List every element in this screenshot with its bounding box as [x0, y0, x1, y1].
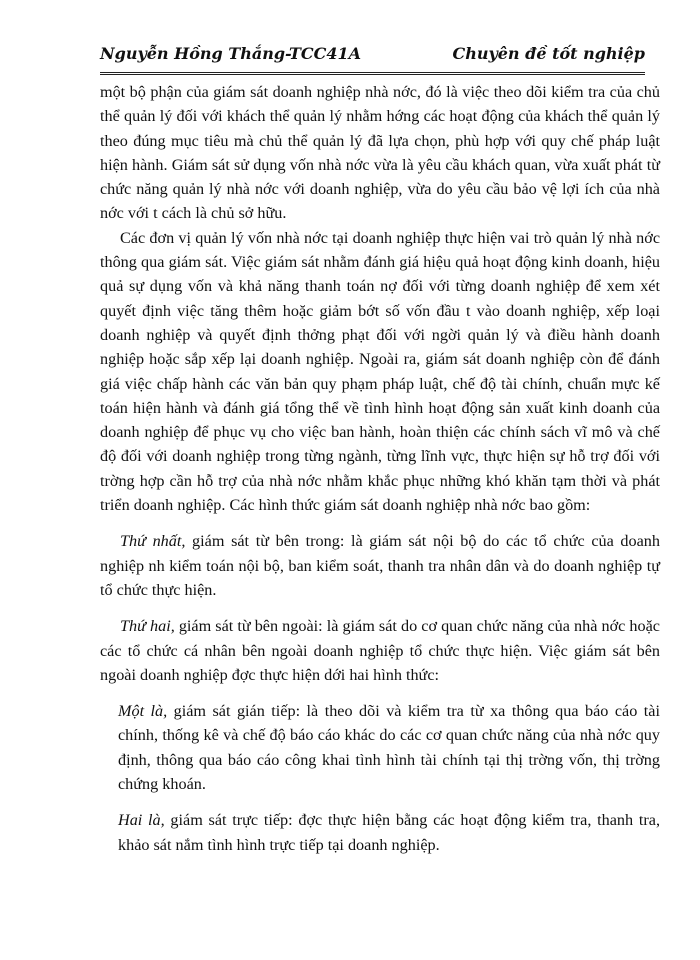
header-title: Chuyên đề tốt nghiệp — [452, 44, 645, 63]
sub-item-text: giám sát trực tiếp: đợc thực hiện bằng các hoạt động kiểm tra, thanh tra, khảo sát nắm tình hình trực tiếp tại doanh nghiệp. — [118, 811, 660, 854]
sub-item-indirect — [100, 699, 660, 796]
paragraph-continuation: một bộ phận của giám sát doanh nghiệp nhà nớc, đó là việc theo dõi kiểm tra của chủ thể quản lý đối với khách thể quản lý nhằm hớng các hoạt động của khách thể quản lý theo đúng mục tiêu mà chủ thể quản lý đã lựa chọn, phù hợp với quy chế pháp luật hiện hành. Giám sát sử dụng vốn nhà nớc vừa là yêu cầu khách quan, vừa xuất phát từ chức năng quản lý nhà nớc với doanh nghiệp, vừa do yêu cầu bảo vệ lợi ích của nhà nớc với t cách là chủ sở hữu. — [100, 83, 660, 223]
item-text: giám sát từ bên trong: là giám sát nội bộ do các tổ chức của doanh nghiệp nh kiểm toán nội bộ, ban kiểm soát, thanh tra nhân dân và do doanh nghiệp tự tổ chức thực hiện. — [100, 532, 660, 599]
sub-item-text: giám sát gián tiếp: là theo dõi và kiểm tra từ xa thông qua báo cáo tài chính, thống kê và chế độ báo cáo khác do các cơ quan chức năng của nhà nớc quy định, thông qua báo cáo công khai tình hình tài chính tại thị trờng vốn, thị trờng chứng khoán. — [118, 702, 660, 794]
page-header — [100, 40, 645, 75]
list-item-second — [100, 614, 660, 687]
paragraph-supervision-roles: Các đơn vị quản lý vốn nhà nớc tại doanh nghiệp thực hiện vai trò quản lý nhà nớc thông qua giám sát. Việc giám sát nhằm đánh giá hiệu quả hoạt động kinh doanh, hiệu quả sự dụng vốn và khả năng thanh toán nợ đối với từng doanh nghiệp để xem xét quyết định việc tăng thêm hoặc giảm bớt số vốn đầu t vào doanh nghiệp, xếp loại doanh nghiệp và quyết định thởng phạt đối với ngời quản lý và điều hành doanh nghiệp hoặc sắp xếp lại doanh nghiệp. Ngoài ra, giám sát doanh nghiệp còn để đánh giá việc chấp hành các văn bản quy phạm pháp luật, chế độ tài chính, chuẩn mực kế toán hiện hành và đánh giá tổng thể về tình hình hoạt động sản xuất kinh doanh của doanh nghiệp để phục vụ cho việc ban hành, hoàn thiện các chính sách vĩ mô và chế độ đối với doanh nghiệp trong từng ngành, từng lĩnh vực, thực hiện sự hỗ trợ đối với trờng hợp cần hỗ trợ của nhà nớc nhằm khắc phục những khó khăn tạm thời và phát triển doanh nghiệp. Các hình thức giám sát doanh nghiệp nhà nớc bao gồm: — [100, 228, 660, 515]
item-text: giám sát từ bên ngoài: là giám sát do cơ quan chức năng của nhà nớc hoặc các tổ chức cá nhân bên ngoài doanh nghiệp tổ chức thực hiện. Việc giám sát bên ngoài doanh nghiệp đợc thực hiện dới hai hình thức: — [100, 617, 660, 684]
sub-item-lead: Hai là, — [118, 811, 165, 830]
list-item-first — [100, 529, 660, 602]
item-lead: Thứ nhất, — [120, 532, 186, 551]
header-author: Nguyễn Hồng Thắng-TCC41A — [100, 44, 362, 63]
sub-item-lead: Một là, — [118, 702, 168, 721]
item-lead: Thứ hai, — [120, 617, 175, 636]
document-body — [100, 80, 660, 857]
sub-item-direct — [100, 808, 660, 857]
